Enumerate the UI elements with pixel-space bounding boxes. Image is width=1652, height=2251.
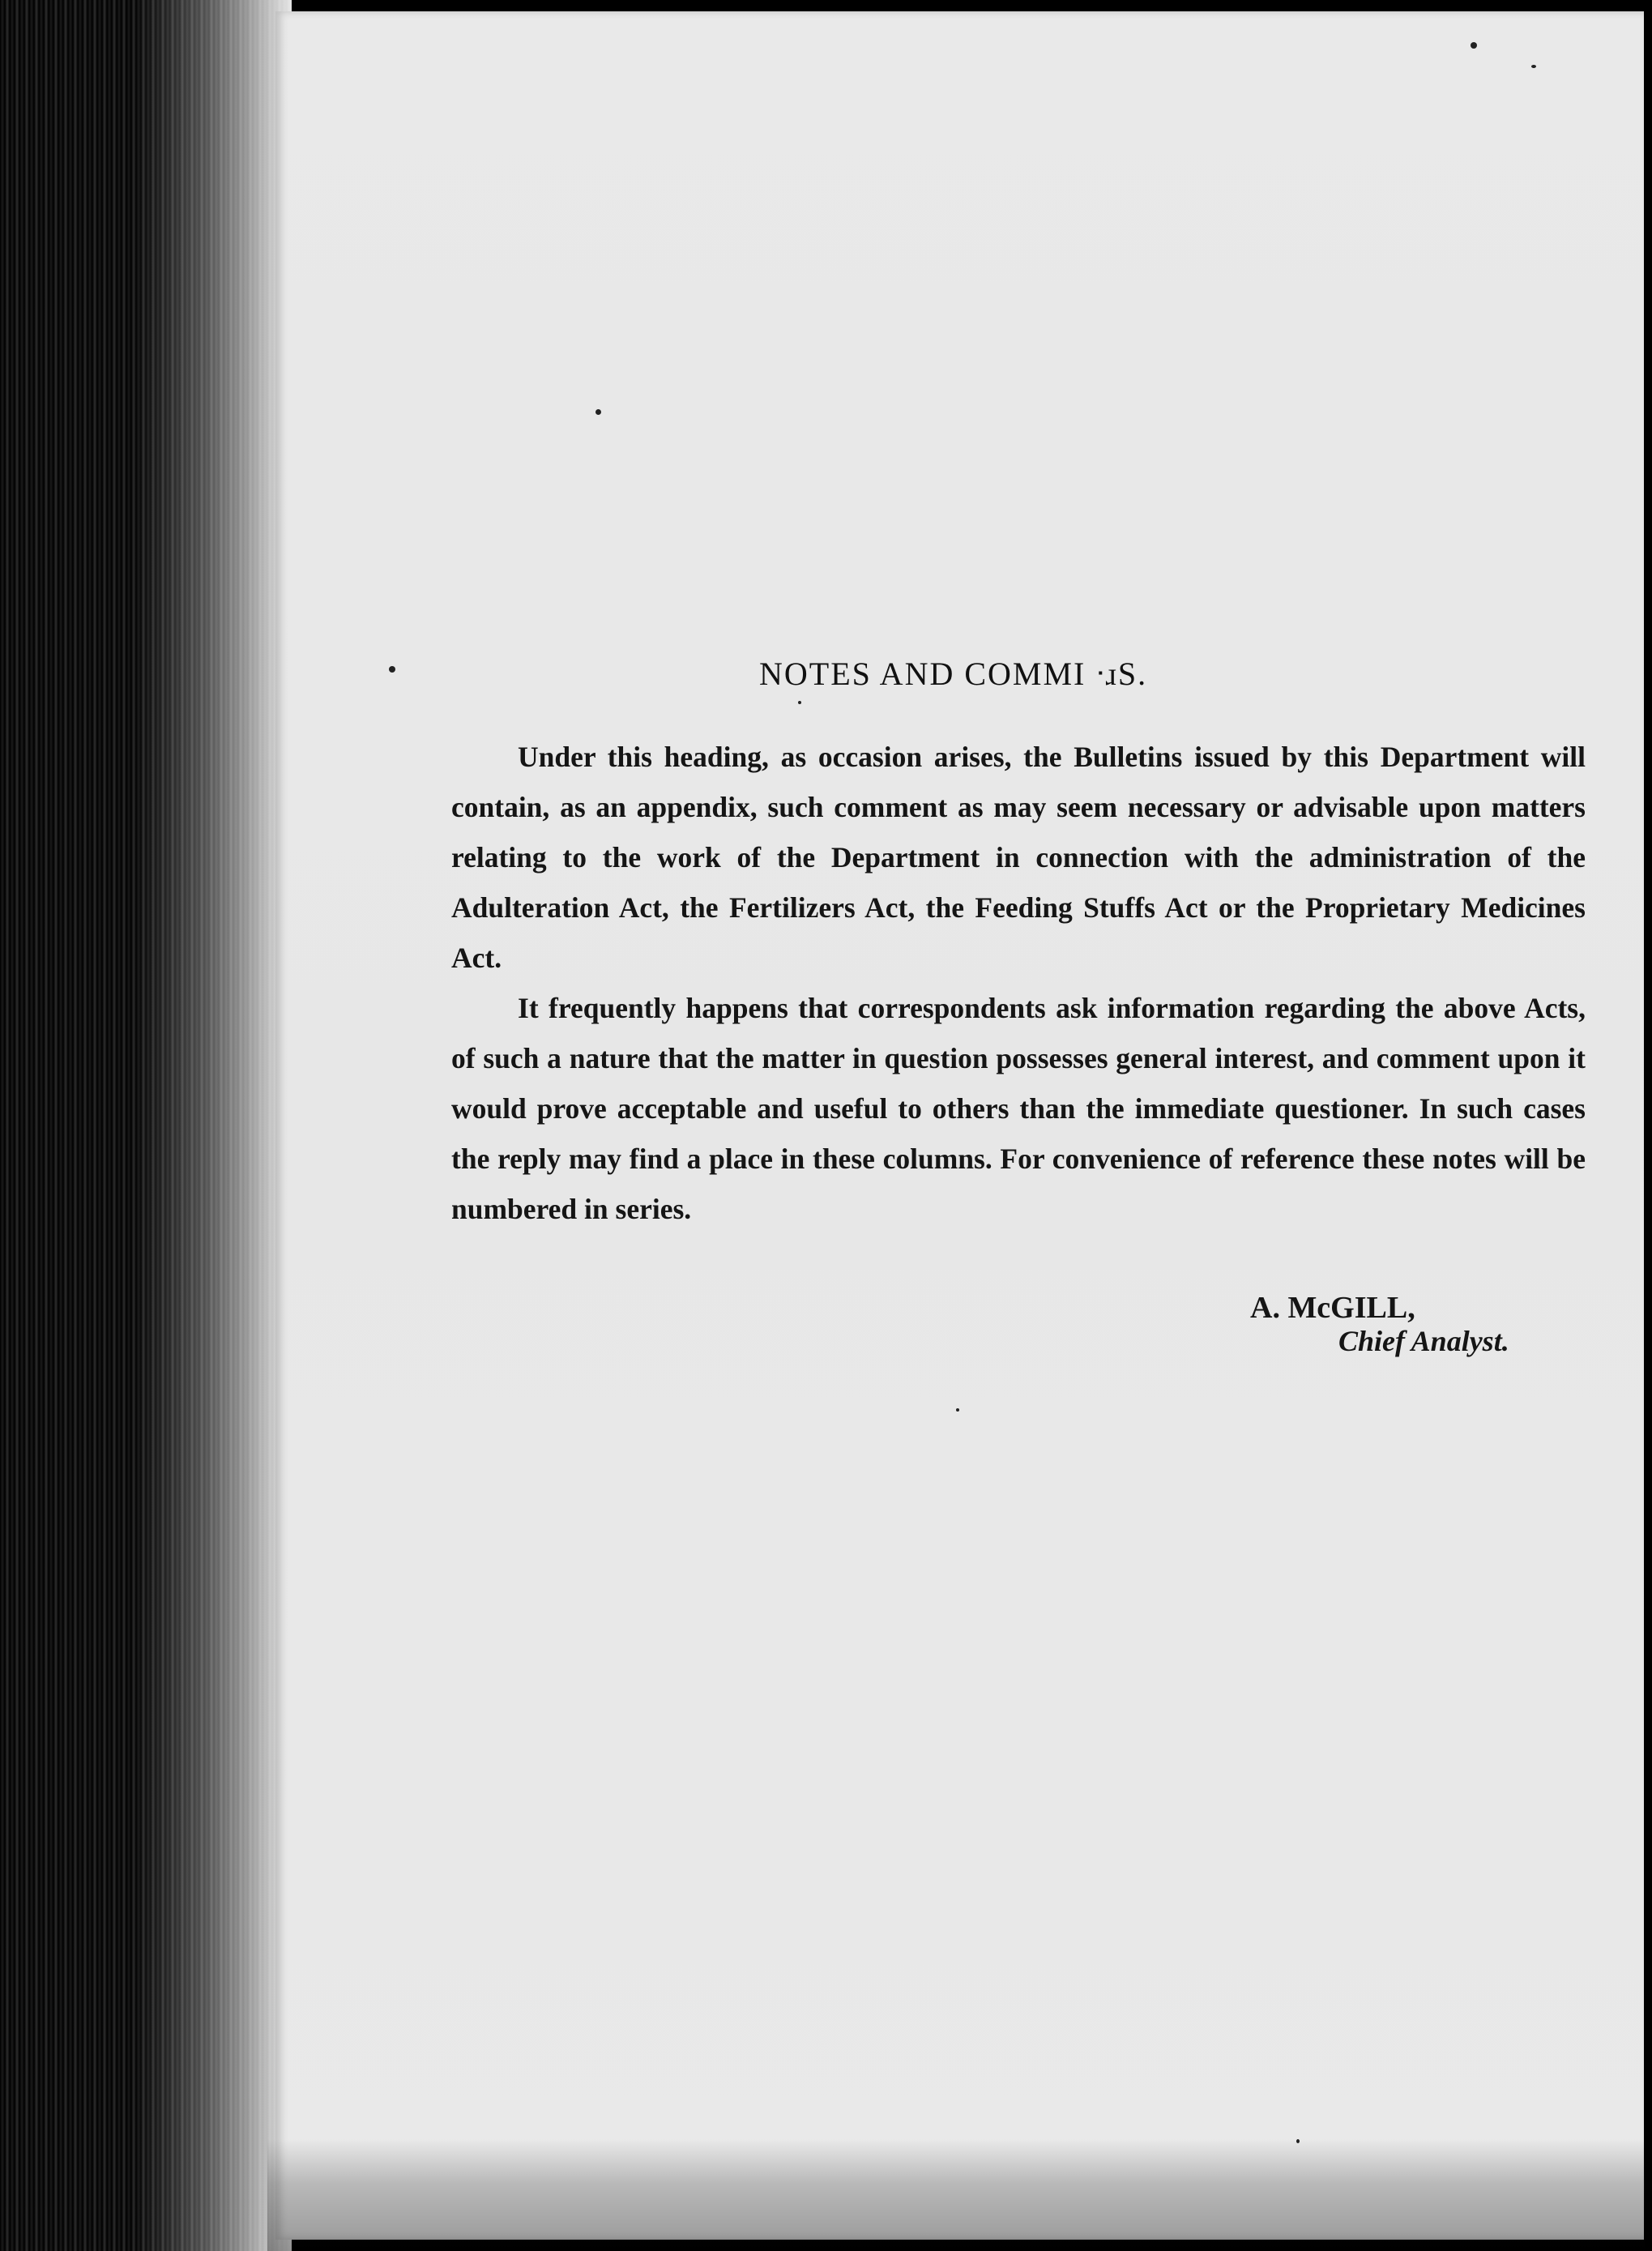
paragraph-1: Under this heading, as occasion arises, the Bulletins issued by this Department will contain, as an appendix, such comment as may seem necessary or advisable upon matters relating to the work of the Department in connection with the administration of the Adulteration Act, the Fertilizers Act, the Feeding Stuffs Act or the Proprietary Medicines Act. [451,741,1586,974]
paragraph-2: It frequently happens that correspondents ask information regarding the above Acts, of such a nature that the matter in question possesses general interest, and comment upon it would prove acceptable and useful to others than the immediate questioner. In such cases the reply may find a place in these columns. For convenience of reference these notes will be numbered in series. [451,992,1586,1225]
speck [798,701,801,704]
right-border [1644,0,1652,2251]
binding-shadow [0,0,292,2251]
signature-title: Chief Analyst. [1338,1325,1509,1357]
speck [1531,65,1536,68]
speck [1296,2139,1300,2143]
signature-name: A. McGILL, [1250,1291,1415,1325]
bottom-shadow [267,2139,1645,2251]
page-heading: NOTES AND COMMI ᐧɹS. [759,656,1148,692]
speck [595,409,601,415]
speck [389,666,395,673]
speck [956,1408,959,1412]
speck [1471,42,1477,49]
